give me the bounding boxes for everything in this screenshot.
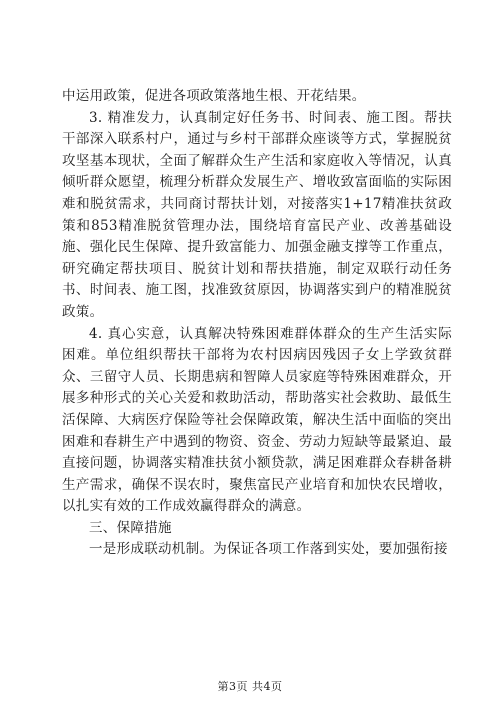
page-number-footer: 第3页 共4页 [217,680,283,693]
paragraph-safeguard-1: 一是形成联动机制。为保证各项工作落到实处，要加强衔接 [89,541,448,558]
document-body [62,86,452,561]
paragraph-item-4: 4. 真心实意，认真解决特殊困难群体群众的生产生活实际困难。单位组织帮扶干部将为农村因病因残因子女上学致贫群众、三留守人员、长期患病和智障人员家庭等特殊困难群众，开展多种形式的关心关爱和救助活动，帮助落实社会救助、最低生活保障、大病医疗保险等社会保障政策，解决生活中面临的突出困难和春耕生产中遇到的物资、资金、劳动力短缺等最紧迫、最直接问题，协调落实精准扶贫小额贷款，满足困难群众春耕备耕生产需求，确保不误农时，聚焦富民产业培育和加快农民增收，以扎实有效的工作成效赢得群众的满意。 [62,325,452,515]
paragraph-continuation: 中运用政策，促进各项政策落地生根、开花结果。 [62,88,366,104]
section-heading-safeguards: 三、保障措施 [89,519,172,536]
paragraph-item-3: 3. 精准发力，认真制定好任务书、时间表、施工图。帮扶干部深入联系村户，通过与乡村干部群众座谈等方式，掌握脱贫攻坚基本现状，全面了解群众生产生活和家庭收入等情况，认真倾听群众愿望，梳理分析群众发展生产、增收致富面临的实际困难和脱贫需求，共同商讨帮扶计划，对接落实1+17精准扶贫政策和853精准脱贫管理办法，围绕培育富民产业、改善基础设施、强化民生保障、提升致富能力、加强金融支撑等工作重点，研究确定帮扶项目、脱贫计划和帮扶措施，制定双联行动任务书、时间表、施工图，找准致贫原因，协调落实到户的精准脱贫政策。 [62,109,452,320]
